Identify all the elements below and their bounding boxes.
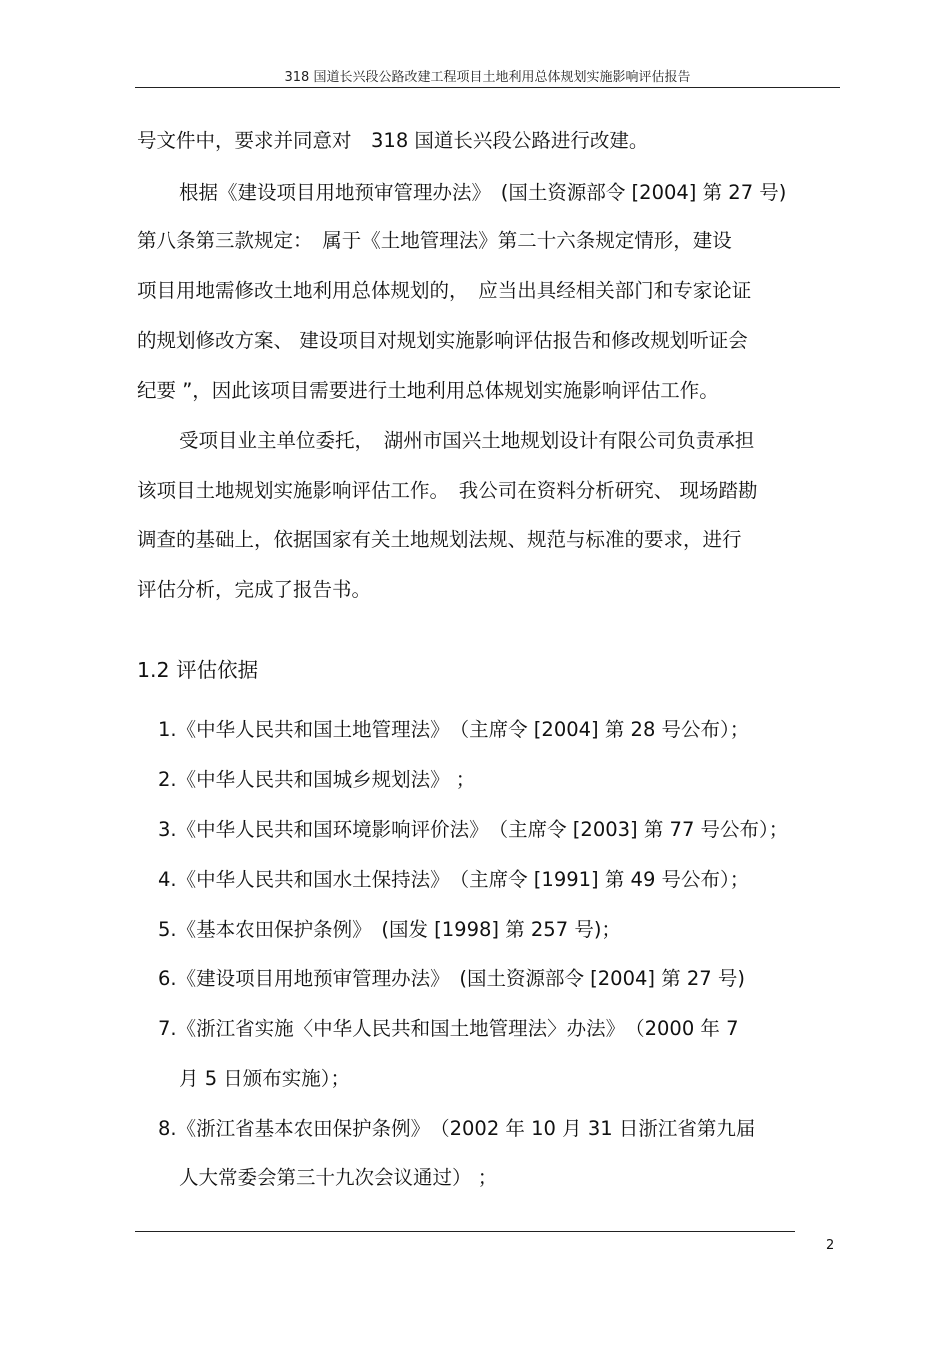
running-header: 318 国道长兴段公路改建工程项目土地利用总体规划实施影响评估报告 (284, 70, 691, 85)
list-item-1: 1.《中华人民共和国土地管理法》 （主席令 [2004] 第 28 号公布）； (158, 718, 750, 741)
paragraph-3-line-4: 评估分析，完成了报告书。 (137, 578, 372, 601)
paragraph-1-line-1: 号文件中，要求并同意对 318 国道长兴段公路进行改建。 (137, 129, 649, 152)
list-item-8-line-2: 人大常委会第三十九次会议通过） ； (179, 1166, 498, 1189)
list-item-3: 3.《中华人民共和国环境影响评价法》 （主席令 [2003] 第 77 号公布）； (158, 818, 789, 841)
list-item-8-line-1: 8.《浙江省基本农田保护条例》 （2002 年 10 月 31 日浙江省第九届 (158, 1117, 756, 1140)
paragraph-2-line-1: 根据《建设项目用地预审管理办法》 (国土资源部令 [2004] 第 27 号) (179, 181, 787, 204)
page-number: 2 (826, 1238, 835, 1253)
list-item-4: 4.《中华人民共和国水土保持法》 （主席令 [1991] 第 49 号公布）； (158, 868, 750, 891)
paragraph-3-line-3: 调查的基础上，依据国家有关土地规划法规、规范与标准的要求，进行 (137, 528, 742, 551)
header-rule (135, 87, 840, 88)
list-item-2: 2.《中华人民共和国城乡规划法》 ； (158, 768, 476, 791)
list-item-6: 6.《建设项目用地预审管理办法》 (国土资源部令 [2004] 第 27 号) (158, 967, 746, 990)
list-item-7-line-2: 月 5 日颁布实施）； (179, 1067, 351, 1090)
section-heading: 1.2 评估依据 (137, 658, 259, 682)
paragraph-2-line-4: 的规划修改方案、 建设项目对规划实施影响评估报告和修改规划听证会 (137, 329, 748, 352)
list-item-5: 5.《基本农田保护条例》 (国发 [1998] 第 257 号)； (158, 918, 621, 941)
list-item-7-line-1: 7.《浙江省实施〈中华人民共和国土地管理法〉办法》 （2000 年 7 (158, 1017, 739, 1040)
paragraph-2-line-3: 项目用地需修改土地利用总体规划的， 应当出具经相关部门和专家论证 (137, 279, 752, 302)
paragraph-2-line-5: 纪要 ”，因此该项目需要进行土地利用总体规划实施影响评估工作。 (137, 379, 719, 402)
paragraph-2-line-2: 第八条第三款规定： 属于《土地管理法》第二十六条规定情形，建设 (137, 229, 732, 252)
paragraph-3-line-1: 受项目业主单位委托， 湖州市国兴土地规划设计有限公司负责承担 (179, 429, 755, 452)
paragraph-3-line-2: 该项目土地规划实施影响评估工作。 我公司在资料分析研究、 现场踏勘 (137, 479, 758, 502)
footer-rule (135, 1231, 795, 1232)
